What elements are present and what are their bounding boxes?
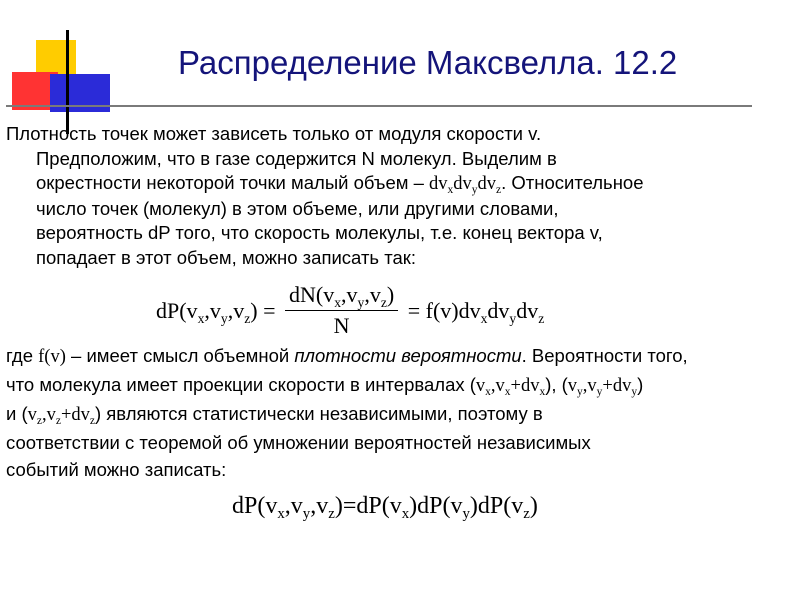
independence-paragraph (6, 342, 794, 483)
interval-vx: $v_x,v_x+dv_x$ (475, 376, 546, 398)
intro-paragraph (6, 122, 786, 270)
text-fragment: . Относительное (501, 172, 644, 193)
interval-vz: $v_z,v_z+dv_z$ (27, 405, 95, 427)
emphasized-term: плотности вероятности (294, 345, 522, 366)
text-fragment: окрестности некоторой точки малый объем – (36, 172, 424, 193)
volume-element-formula: $dv_xdv_ydv_z$ (429, 174, 502, 196)
fraction-numerator: $dN(v_x,v_y,v_z)$ (285, 282, 398, 311)
fraction-denominator: N (333, 313, 350, 338)
title-divider-line (6, 105, 752, 107)
decor-vertical-line (66, 30, 69, 134)
equation-rhs: = $f(v)dv_xdv_ydv_z$ (407, 297, 545, 326)
text-line (6, 171, 786, 197)
equation-probability-density (156, 282, 544, 339)
interval-vy: $v_y,v_y+dv_y$ (567, 376, 638, 398)
text-line: событий можно записать: (6, 459, 227, 480)
text-line: Предположим, что в газе содержится N молекул. Выделим в (36, 147, 557, 169)
text-line: и $(v_z,v_z+dv_z)$ являются статистически независимыми, поэтому в (6, 403, 543, 427)
text-line: что молекула имеет проекции скорости в интервалах $(v_x,v_x+dv_x)$, $(v_y,v_y+dv_y)$ (6, 374, 644, 398)
text-line: Плотность точек может зависеть только от модуля скорости v. (6, 123, 542, 144)
slide-title: Распределение Максвелла. 12.2 (178, 44, 678, 81)
text-line: соответствии с теоремой об умножении вероятностей независимых (6, 432, 591, 453)
text-line: вероятность dP того, что скорость молекулы, т.е. конец вектора v, (36, 222, 603, 243)
text-line: попадает в этот объем, можно записать так: (36, 246, 416, 268)
density-function-symbol: f(v) (38, 347, 66, 367)
equation-lhs: $dP(v_x,v_y,v_z)$ = (156, 297, 276, 326)
text-line: где f(v) – имеет смысл объемной плотности вероятности. Вероятности того, (6, 345, 688, 367)
equation-independence: $dP(v_x,v_y,v_z)=dP(v_x)dP(v_y)dP(v_z)$ (232, 493, 538, 523)
equation-fraction (285, 282, 398, 339)
text-line: число точек (молекул) в этом объеме, или другими словами, (36, 197, 559, 219)
